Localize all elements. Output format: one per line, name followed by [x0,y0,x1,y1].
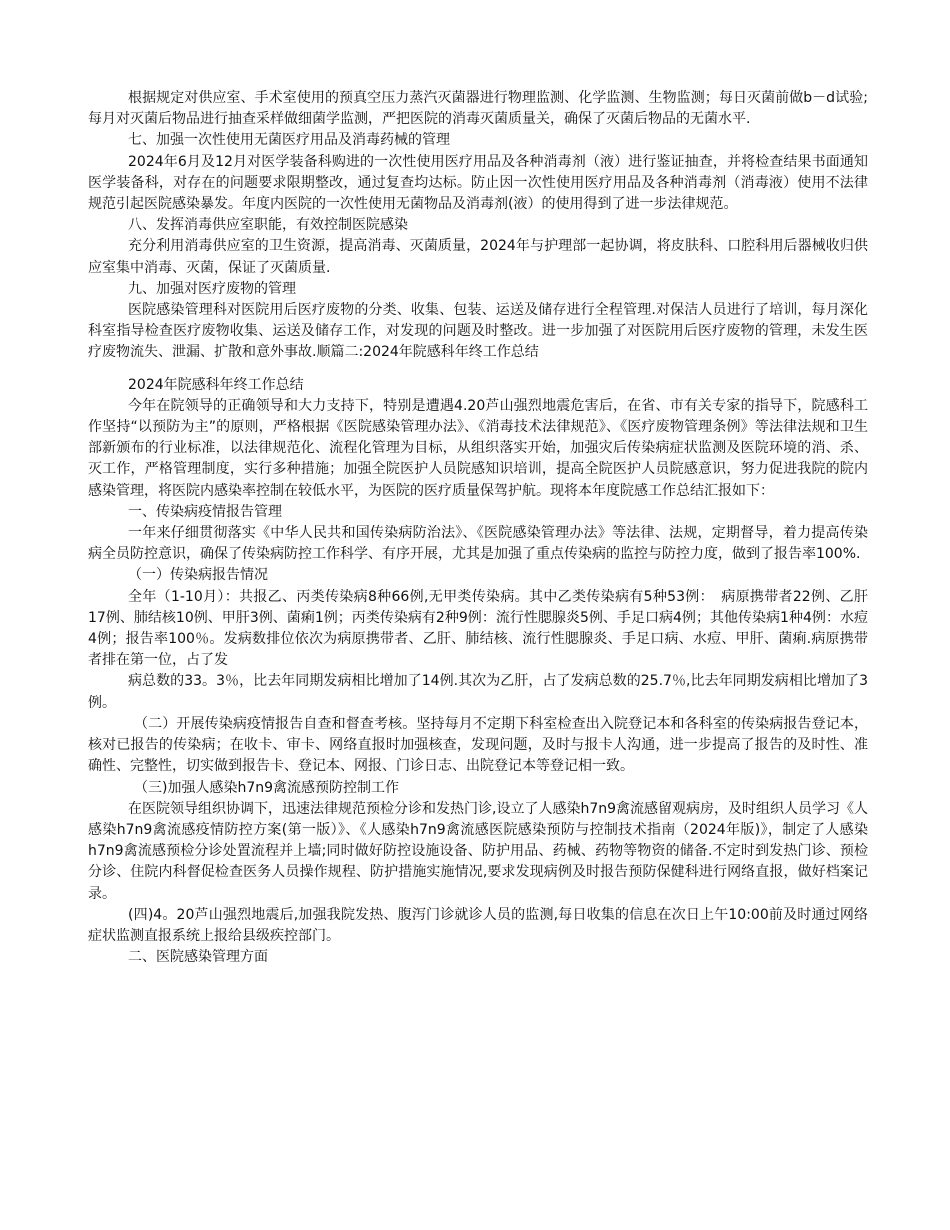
paragraph: (四)4。20芦山强烈地震后,加强我院发热、腹泻门诊就诊人员的监测,每日收集的信息在次日上午10:00前及时通过网络症状监测直报系统上报给县级疾控部门。 [88,906,868,944]
paragraph: 一年来仔细贯彻落实《中华人民共和国传染病防治法》、《医院感染管理办法》等法律、法规，定期督导，着力提高传染病全员防控意识，确保了传染病防控工作科学、有序开展，尤其是加强了重点传染病的监控与防控力度，做到了报告率100%. [88,525,868,563]
subsection-heading: （三)加强人感染h7n9禽流感预防控制工作 [134,779,400,796]
paragraph: 全年（1-10月）：共报乙、丙类传染病8种66例,无甲类传染病。其中乙类传染病有5种53例： 病原携带者22例、乙肝17例、肺结核10例、甲肝3例、菌痢1例；丙类传染病有2种9例：流行性腮腺炎5例、手足口病4例；其他传染病1种4例：水痘4例；报告率100％。发病数排位依次为病原携带者、乙肝、肺结核、流行性腮腺炎、手足口病、水痘、甲肝、菌痢.病原携带者排在第一位，占了发 [88,588,868,669]
section-heading: 九、加强对医疗废物的管理 [128,280,296,297]
paragraph: （二）开展传染病疫情报告自查和督查考核。坚持每月不定期下科室检查出入院登记本和各科室的传染病报告登记本，核对已报告的传染病；在收卡、审卡、网络直报时加强核查，发现问题，及时与报卡人沟通，进一步提高了报告的及时性、准确性、完整性，切实做到报告卡、登记本、网报、门诊日志、出院登记本等登记相一致。 [88,715,868,775]
section-heading: 八、发挥消毒供应室职能，有效控制医院感染 [128,217,408,234]
paragraph: 今年在院领导的正确领导和大力支持下，特别是遭遇4.20芦山强烈地震危害后，在省、市有关专家的指导下，院感科工作坚持“以预防为主”的原则，严格根据《医院感染管理办法》、《消毒技术法律规范》、《医疗废物管理条例》等法律法规和卫生部新颁布的行业标准，以法律规范化、流程化管理为目标，从组织落实开始，加强灾后传染病症状监测及医院环境的消、杀、灭工作，严格管理制度，实行多种措施；加强全院医护人员院感知识培训，提高全院医护人员院感意识，努力促进我院的院内感染管理，将医院内感染率控制在较低水平，为医院的医疗质量保驾护航。现将本年度院感工作总结汇报如下： [88,397,868,499]
paragraph: 根据规定对供应室、手术室使用的预真空压力蒸汽灭菌器进行物理监测、化学监测、生物监测；每日灭菌前做b－d试验;每月对灭菌后物品进行抽查采样做细菌学监测，严把医院的消毒灭菌质量关，确保了灭菌后物品的无菌水平. [88,90,868,128]
document-title: 2024年院感科年终工作总结 [128,376,304,393]
section-heading: 二、医院感染管理方面 [128,949,268,966]
paragraph: 充分利用消毒供应室的卫生资源，提高消毒、灭菌质量，2024年与护理部一起协调，将皮肤科、口腔科用后器械收归供应室集中消毒、灭菌，保证了灭菌质量. [88,238,868,276]
section-heading: 七、加强一次性使用无菌医疗用品及消毒药械的管理 [128,132,450,149]
spacer [88,364,868,375]
subsection-heading: （一）传染病报告情况 [128,567,268,584]
paragraph: 在医院领导组织协调下，迅速法律规范预检分诊和发热门诊,设立了人感染h7n9禽流感留观病房，及时组织人员学习《人感染h7n9禽流感疫情防控方案(第一版）》、《人感染h7n9禽流感医院感染预防与控制技术指南（2024年版)》，制定了人感染h7n9禽流感预检分诊处置流程并上墙;同时做好防控设施设备、防护用品、药械、药物等物资的储备.不定时到发热门诊、预检分诊、住院内科督促检查医务人员操作规程、防护措施实施情况,要求发现病例及时报告预防保健科进行网络直报，做好档案记录。 [88,800,869,902]
document-page [88,88,868,968]
section-heading: 一、传染病疫情报告管理 [128,503,282,520]
paragraph: 2024年6月及12月对医学装备科购进的一次性使用医疗用品及各种消毒剂（液）进行鉴证抽查，并将检查结果书面通知医学装备科，对存在的问题要求限期整改，通过复查均达标。防止因一次性使用医疗用品及各种消毒剂（消毒液）使用不法律规范引起医院感染暴发。年度内医院的一次性使用无菌物品及消毒剂(液）的使用得到了进一步法律规范。 [88,153,868,213]
paragraph: 医院感染管理科对医院用后医疗废物的分类、收集、包装、运送及储存进行全程管理.对保洁人员进行了培训，每月深化科室指导检查医疗废物收集、运送及储存工作，对发现的问题及时整改。进一步加强了对医院用后医疗废物的管理，未发生医疗废物流失、泄漏、扩散和意外事故.顺篇二:2024年院感科年终工作总结 [88,302,868,361]
paragraph: 病总数的33。3％，比去年同期发病相比增加了14例.其次为乙肝，占了发病总数的25.7％,比去年同期发病相比增加了3例。 [88,673,868,711]
